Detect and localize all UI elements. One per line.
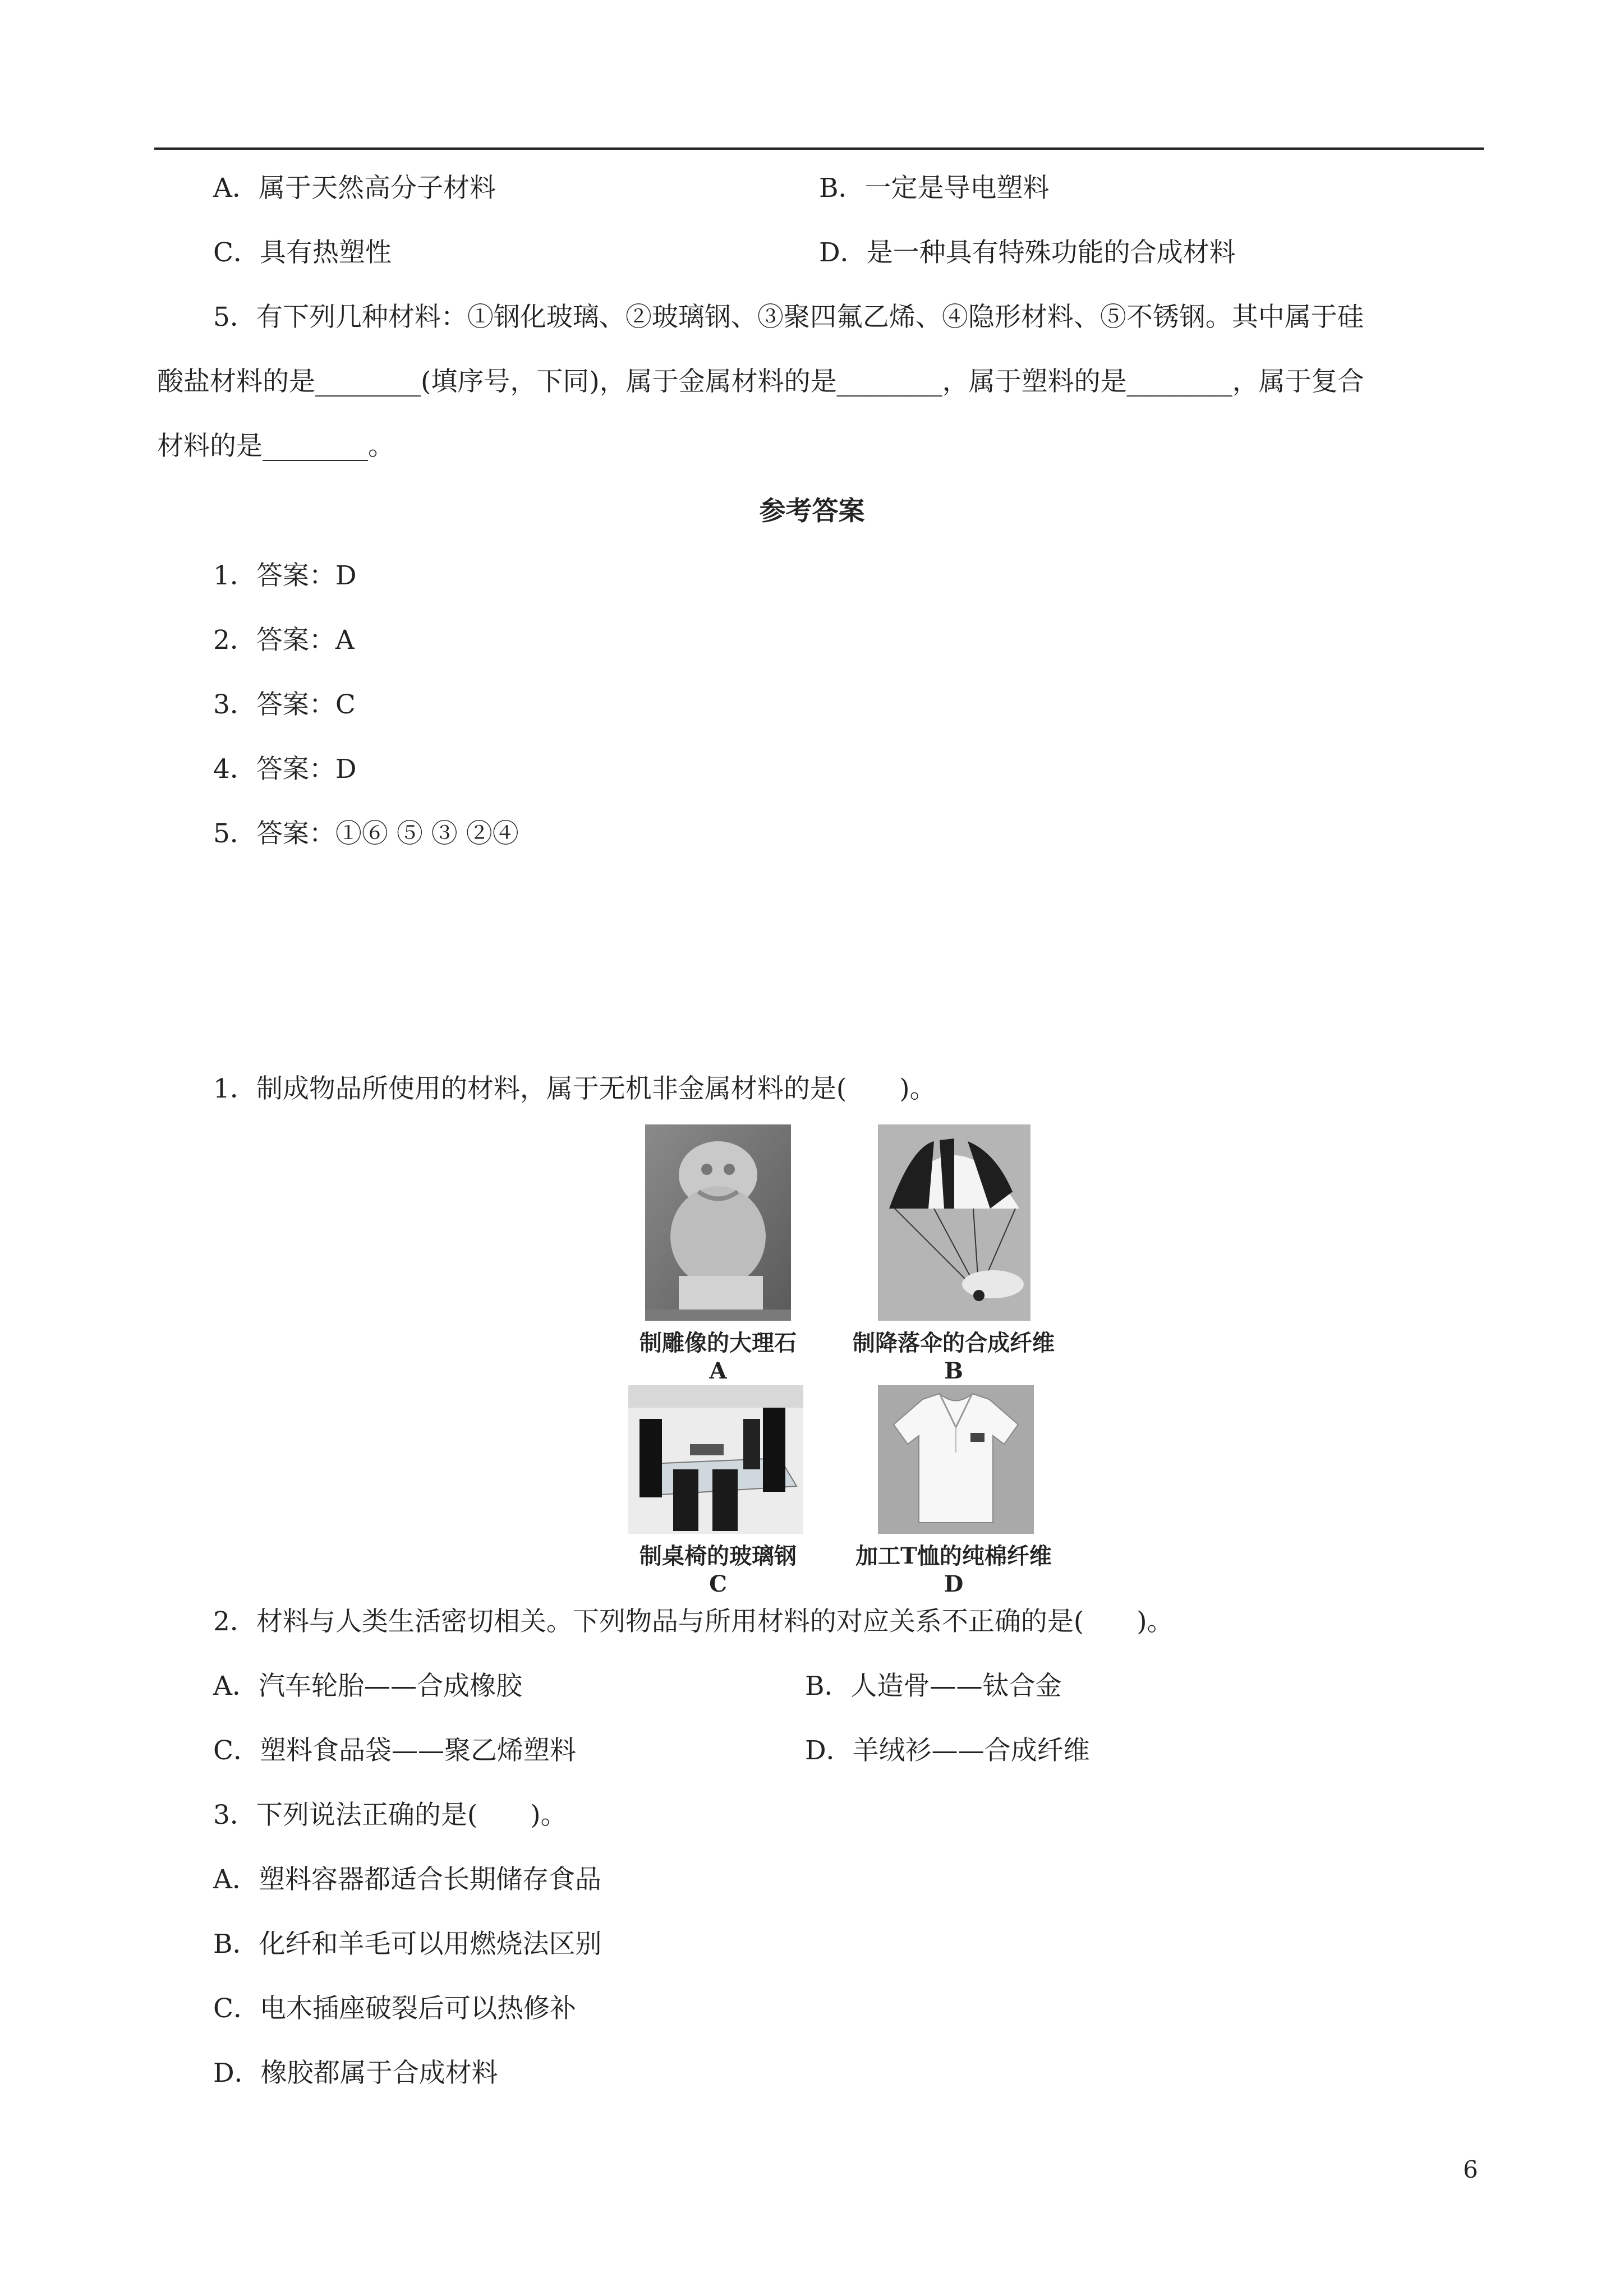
q2-option-c: C．塑料食品袋——聚乙烯塑料	[213, 1735, 576, 1766]
figure-c-caption: 制桌椅的玻璃钢	[640, 1543, 797, 1569]
prev-q5-line-3: 材料的是________。	[157, 431, 394, 462]
figure-b-letter: B	[944, 1358, 963, 1384]
q3-option-a: A．塑料容器都适合长期储存食品	[213, 1864, 601, 1895]
figure-c-letter: C	[709, 1571, 727, 1597]
q3-option-c: C．电木插座破裂后可以热修补	[213, 1993, 576, 2024]
answer-item-1: 1．答案：D	[213, 560, 357, 591]
prev-q4-option-c: C．具有热塑性	[213, 237, 392, 268]
answer-item-5: 5．答案：①⑥ ⑤ ③ ②④	[213, 818, 519, 849]
page-number: 6	[1463, 2156, 1478, 2183]
prev-q5-line-1: 5．有下列几种材料：①钢化玻璃、②玻璃钢、③聚四氟乙烯、④隐形材料、⑤不锈钢。其中属于硅	[213, 302, 1364, 333]
answer-item-2: 2．答案：A	[213, 625, 355, 656]
prev-q4-option-b: B．一定是导电塑料	[819, 173, 1050, 204]
q3-stem: 3．下列说法正确的是( )。	[213, 1800, 567, 1831]
prev-q5-line-2: 酸盐材料的是________(填序号，下同)，属于金属材料的是________，属于塑料的是________，属于复合	[157, 366, 1364, 397]
answer-item-3: 3．答案：C	[213, 689, 356, 720]
q3-option-b: B．化纤和羊毛可以用燃烧法区别	[213, 1929, 602, 1960]
figure-d-letter: D	[944, 1571, 964, 1597]
header-rule	[154, 147, 1484, 150]
marble-statue-image	[645, 1124, 791, 1321]
q2-option-d: D．羊绒衫——合成纤维	[805, 1735, 1090, 1766]
answer-item-4: 4．答案：D	[213, 754, 357, 785]
q1-stem: 1．制成物品所使用的材料，属于无机非金属材料的是( )。	[213, 1073, 936, 1104]
q3-option-d: D．橡胶都属于合成材料	[213, 2058, 498, 2088]
q2-option-a: A．汽车轮胎——合成橡胶	[213, 1671, 522, 1702]
tshirt-image	[878, 1385, 1034, 1534]
figure-a-letter: A	[709, 1358, 727, 1384]
figure-d-caption: 加工T恤的纯棉纤维	[855, 1543, 1052, 1569]
answers-title: 参考答案	[759, 496, 865, 527]
q2-option-b: B．人造骨——钛合金	[805, 1671, 1062, 1702]
prev-q4-option-a: A．属于天然高分子材料	[213, 173, 496, 204]
figure-b-caption: 制降落伞的合成纤维	[853, 1330, 1055, 1356]
table-chairs-image	[628, 1385, 803, 1534]
parachute-image	[878, 1124, 1030, 1321]
figure-a-caption: 制雕像的大理石	[640, 1330, 797, 1356]
q1-figure-grid	[617, 1124, 1055, 1597]
q2-stem: 2．材料与人类生活密切相关。下列物品与所用材料的对应关系不正确的是( )。	[213, 1606, 1174, 1637]
prev-q4-option-d: D．是一种具有特殊功能的合成材料	[819, 237, 1236, 268]
